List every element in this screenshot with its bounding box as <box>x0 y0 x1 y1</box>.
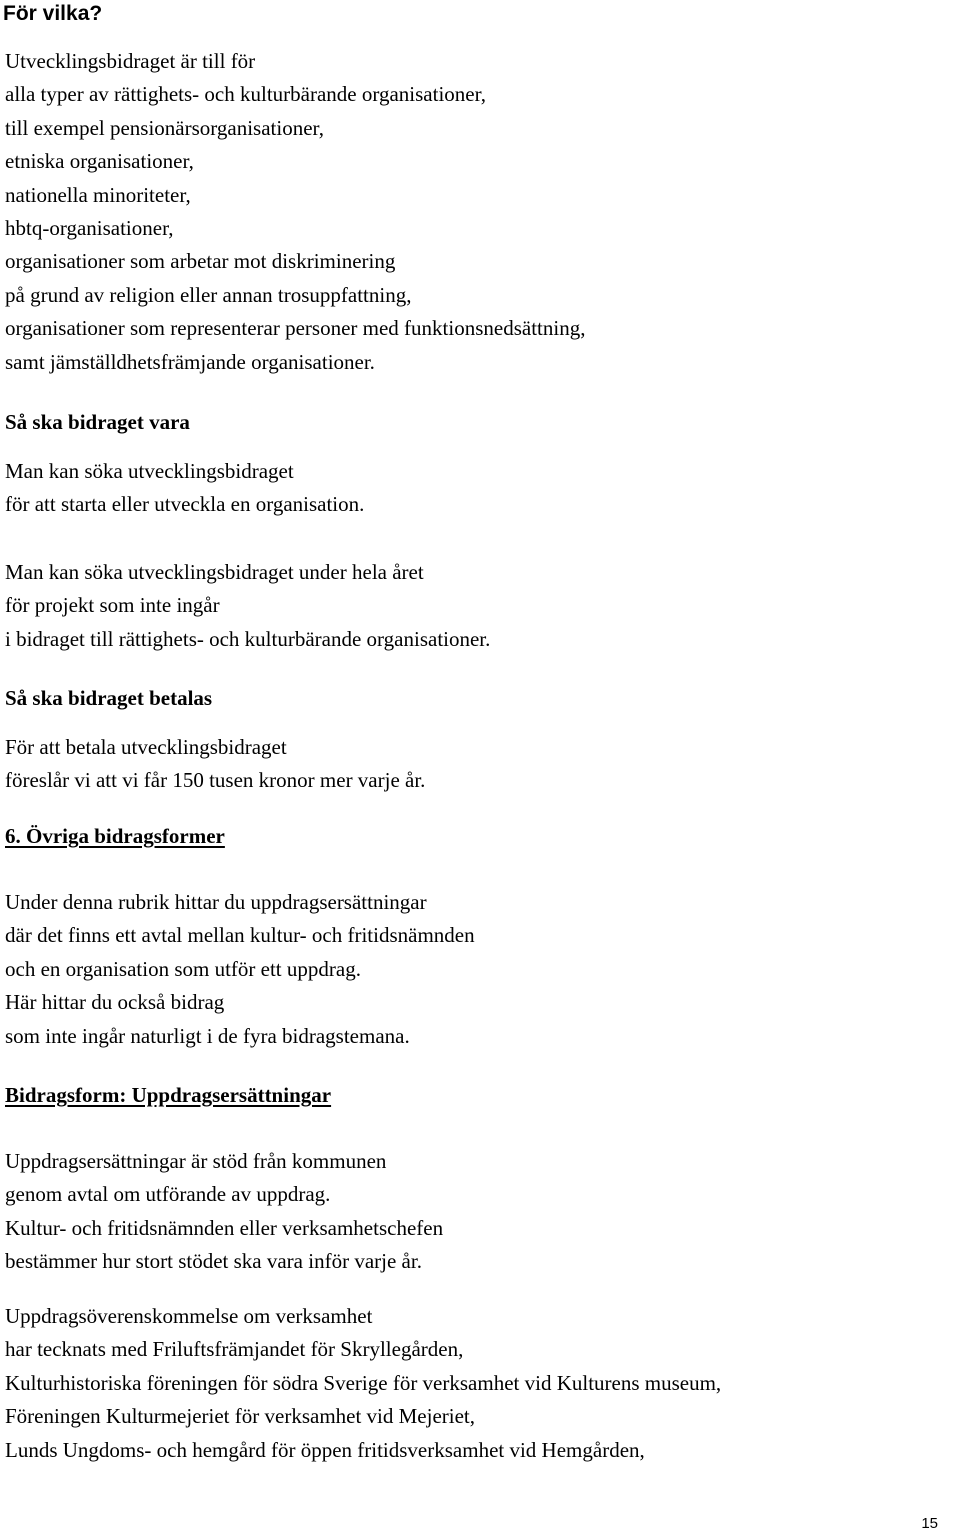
text-line: alla typer av rättighets- och kulturbärande organisationer, <box>5 82 487 107</box>
text-line: och en organisation som utför ett uppdrag. <box>5 956 361 981</box>
hela-aret-paragraph <box>5 556 490 656</box>
text-line: på grund av religion eller annan trosuppfattning, <box>5 282 412 307</box>
betalas-paragraph <box>5 731 425 798</box>
text-line: Man kan söka utvecklingsbidraget <box>5 459 294 483</box>
text-line: Här hittar du också bidrag <box>5 990 225 1015</box>
text-line: genom avtal om utförande av uppdrag. <box>5 1182 331 1207</box>
text-line: har tecknats med Friluftsfrämjandet för Skryllegården, <box>5 1337 464 1362</box>
heading-sa-ska-bidraget-vara: Så ska bidraget vara <box>5 410 190 434</box>
text-line: som inte ingår naturligt i de fyra bidragstemana. <box>5 1023 410 1048</box>
text-line: etniska organisationer, <box>5 149 194 174</box>
text-line: För att betala utvecklingsbidraget <box>5 735 287 759</box>
text-line: Under denna rubrik hittar du uppdragsersättningar <box>5 890 427 914</box>
intro-paragraph <box>5 45 585 379</box>
ovriga-paragraph <box>5 886 475 1053</box>
text-line: bestämmer hur stort stödet ska vara inför varje år. <box>5 1249 422 1274</box>
text-line: Kultur- och fritidsnämnden eller verksamhetschefen <box>5 1215 444 1240</box>
uppdrag-paragraph <box>5 1145 443 1279</box>
text-line: samt jämställdhetsfrämjande organisationer. <box>5 349 375 374</box>
text-line: nationella minoriteter, <box>5 182 191 207</box>
page-number: 15 <box>921 1515 938 1532</box>
text-line: Uppdragsersättningar är stöd från kommunen <box>5 1149 387 1173</box>
text-line: föreslår vi att vi får 150 tusen kronor mer varje år. <box>5 768 426 793</box>
text-line: till exempel pensionärsorganisationer, <box>5 115 324 140</box>
text-line: Kulturhistoriska föreningen för södra Sverige för verksamhet vid Kulturens museum, <box>5 1370 722 1395</box>
text-line: där det finns ett avtal mellan kultur- och fritidsnämnden <box>5 923 475 948</box>
text-line: Uppdragsöverenskommelse om verksamhet <box>5 1304 373 1328</box>
heading-ovriga-bidragsformer: 6. Övriga bidragsformer <box>5 824 225 848</box>
text-line: hbtq-organisationer, <box>5 216 174 241</box>
text-line: för projekt som inte ingår <box>5 593 220 618</box>
text-line: Utvecklingsbidraget är till för <box>5 49 256 73</box>
text-line: i bidraget till rättighets- och kulturbärande organisationer. <box>5 626 491 651</box>
heading-for-vilka: För vilka? <box>3 2 103 25</box>
text-line: Föreningen Kulturmejeriet för verksamhet vid Mejeriet, <box>5 1404 476 1429</box>
heading-sa-ska-bidraget-betalas: Så ska bidraget betalas <box>5 686 213 710</box>
overenskommelse-paragraph <box>5 1300 721 1467</box>
text-line: organisationer som arbetar mot diskriminering <box>5 249 396 274</box>
text-line: Man kan söka utvecklingsbidraget under hela året <box>5 560 424 584</box>
text-line: organisationer som representerar personer med funktionsnedsättning, <box>5 316 586 341</box>
text-line: Lunds Ungdoms- och hemgård för öppen fritidsverksamhet vid Hemgården, <box>5 1437 645 1462</box>
heading-bidragsform-uppdragsersattningar: Bidragsform: Uppdragsersättningar <box>5 1083 332 1107</box>
text-line: för att starta eller utveckla en organisation. <box>5 492 365 517</box>
vara-paragraph <box>5 455 364 522</box>
